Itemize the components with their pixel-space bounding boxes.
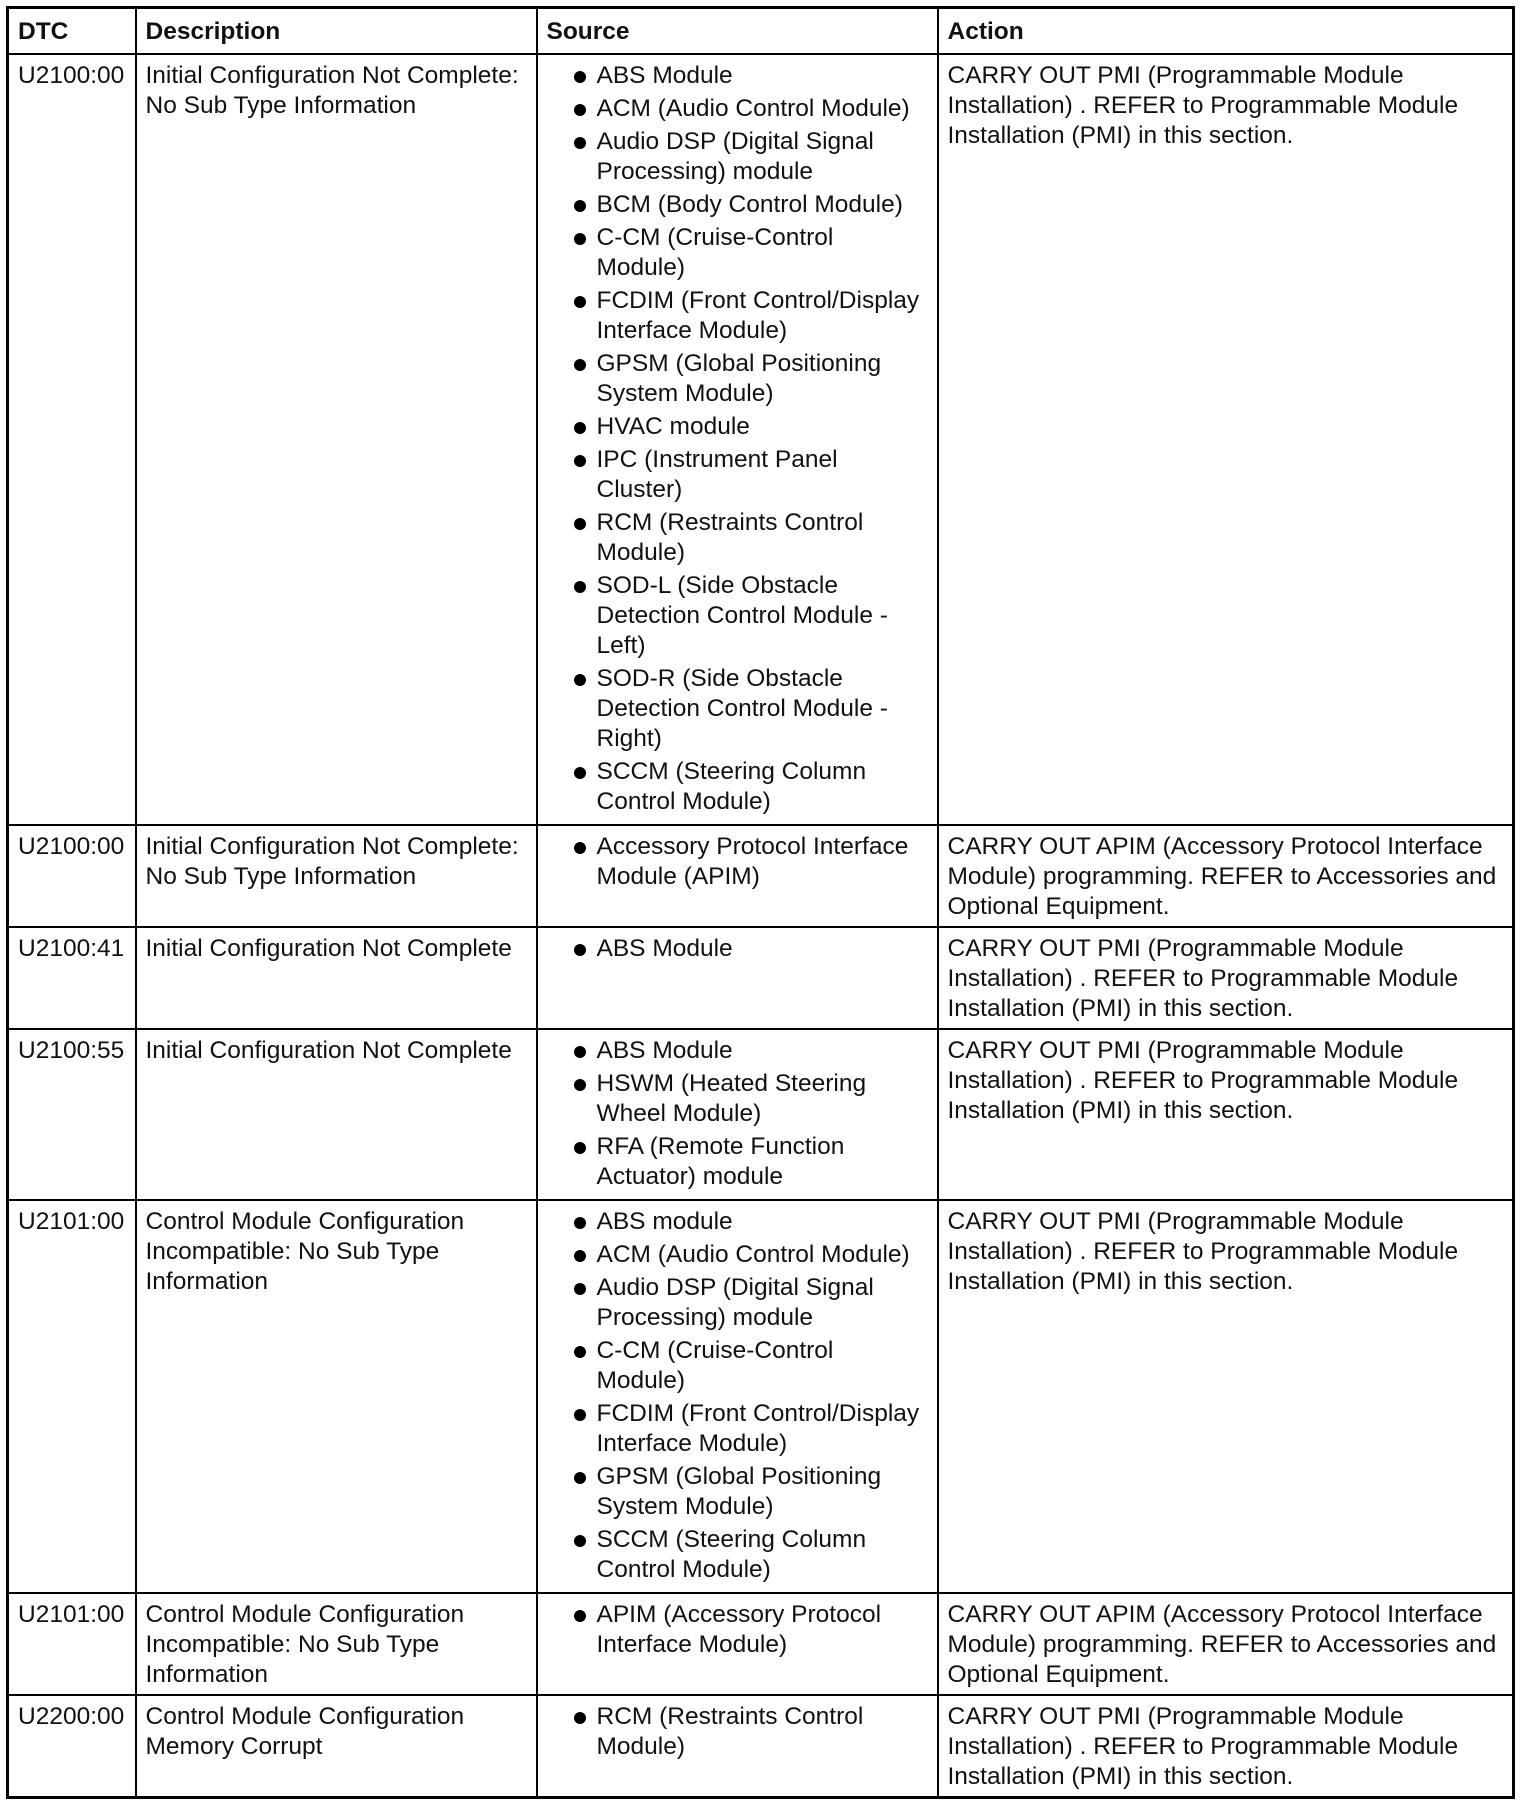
source-cell <box>537 1593 938 1695</box>
action-text: CARRY OUT PMI (Programmable Module Installation) . REFER to Programmable Module Installation (PMI) in this section. <box>938 54 1514 825</box>
table-row <box>8 54 1514 825</box>
dtc-description: Initial Configuration Not Complete <box>136 927 537 1029</box>
dtc-description: Initial Configuration Not Complete: No Sub Type Information <box>136 825 537 927</box>
dtc-code: U2200:00 <box>8 1695 136 1798</box>
source-item: RCM (Restraints Control Module) <box>547 508 929 568</box>
table-row <box>8 927 1514 1029</box>
source-item: ABS Module <box>547 61 929 91</box>
action-text: CARRY OUT PMI (Programmable Module Installation) . REFER to Programmable Module Installation (PMI) in this section. <box>938 1200 1514 1593</box>
action-text: CARRY OUT APIM (Accessory Protocol Interface Module) programming. REFER to Accessories and Optional Equipment. <box>938 1593 1514 1695</box>
dtc-code: U2100:00 <box>8 54 136 825</box>
table-row <box>8 1593 1514 1695</box>
table-row <box>8 1029 1514 1200</box>
dtc-description: Control Module Configuration Incompatible: No Sub Type Information <box>136 1200 537 1593</box>
source-item: FCDIM (Front Control/Display Interface Module) <box>547 286 929 346</box>
dtc-description: Initial Configuration Not Complete: No Sub Type Information <box>136 54 537 825</box>
source-item: IPC (Instrument Panel Cluster) <box>547 445 929 505</box>
source-list <box>547 934 929 964</box>
source-list <box>547 832 929 892</box>
header-description: Description <box>136 8 537 55</box>
dtc-description: Initial Configuration Not Complete <box>136 1029 537 1200</box>
source-cell <box>537 1029 938 1200</box>
source-item: ABS Module <box>547 1036 929 1066</box>
source-item: APIM (Accessory Protocol Interface Module) <box>547 1600 929 1660</box>
source-cell <box>537 825 938 927</box>
source-item: ABS Module <box>547 934 929 964</box>
source-item: Audio DSP (Digital Signal Processing) module <box>547 127 929 187</box>
source-item: RFA (Remote Function Actuator) module <box>547 1132 929 1192</box>
source-item: Accessory Protocol Interface Module (APIM) <box>547 832 929 892</box>
action-text: CARRY OUT PMI (Programmable Module Installation) . REFER to Programmable Module Installation (PMI) in this section. <box>938 927 1514 1029</box>
source-item: C-CM (Cruise-Control Module) <box>547 1336 929 1396</box>
dtc-table <box>6 6 1515 1799</box>
source-item: GPSM (Global Positioning System Module) <box>547 1462 929 1522</box>
header-dtc: DTC <box>8 8 136 55</box>
dtc-code: U2100:00 <box>8 825 136 927</box>
source-item: Audio DSP (Digital Signal Processing) module <box>547 1273 929 1333</box>
dtc-description: Control Module Configuration Incompatible: No Sub Type Information <box>136 1593 537 1695</box>
source-item: FCDIM (Front Control/Display Interface Module) <box>547 1399 929 1459</box>
action-text: CARRY OUT APIM (Accessory Protocol Interface Module) programming. REFER to Accessories and Optional Equipment. <box>938 825 1514 927</box>
dtc-code: U2101:00 <box>8 1593 136 1695</box>
dtc-code: U2101:00 <box>8 1200 136 1593</box>
source-item: RCM (Restraints Control Module) <box>547 1702 929 1762</box>
table-body <box>8 54 1514 1798</box>
table-row <box>8 825 1514 927</box>
source-item: ACM (Audio Control Module) <box>547 94 929 124</box>
source-cell <box>537 1695 938 1798</box>
source-cell <box>537 54 938 825</box>
source-item: HSWM (Heated Steering Wheel Module) <box>547 1069 929 1129</box>
header-source: Source <box>537 8 938 55</box>
dtc-code: U2100:41 <box>8 927 136 1029</box>
source-item: C-CM (Cruise-Control Module) <box>547 223 929 283</box>
source-list <box>547 61 929 817</box>
source-item: SCCM (Steering Column Control Module) <box>547 757 929 817</box>
source-list <box>547 1207 929 1585</box>
source-list <box>547 1036 929 1192</box>
source-item: GPSM (Global Positioning System Module) <box>547 349 929 409</box>
source-item: BCM (Body Control Module) <box>547 190 929 220</box>
action-text: CARRY OUT PMI (Programmable Module Installation) . REFER to Programmable Module Installation (PMI) in this section. <box>938 1029 1514 1200</box>
source-cell <box>537 1200 938 1593</box>
action-text: CARRY OUT PMI (Programmable Module Installation) . REFER to Programmable Module Installation (PMI) in this section. <box>938 1695 1514 1798</box>
source-cell <box>537 927 938 1029</box>
source-item: SOD-L (Side Obstacle Detection Control Module - Left) <box>547 571 929 661</box>
table-row <box>8 1200 1514 1593</box>
source-item: SOD-R (Side Obstacle Detection Control Module - Right) <box>547 664 929 754</box>
source-item: ABS module <box>547 1207 929 1237</box>
source-item: ACM (Audio Control Module) <box>547 1240 929 1270</box>
header-action: Action <box>938 8 1514 55</box>
table-row <box>8 1695 1514 1798</box>
header-row <box>8 8 1514 55</box>
dtc-code: U2100:55 <box>8 1029 136 1200</box>
source-list <box>547 1600 929 1660</box>
source-item: HVAC module <box>547 412 929 442</box>
dtc-description: Control Module Configuration Memory Corrupt <box>136 1695 537 1798</box>
source-list <box>547 1702 929 1762</box>
source-item: SCCM (Steering Column Control Module) <box>547 1525 929 1585</box>
